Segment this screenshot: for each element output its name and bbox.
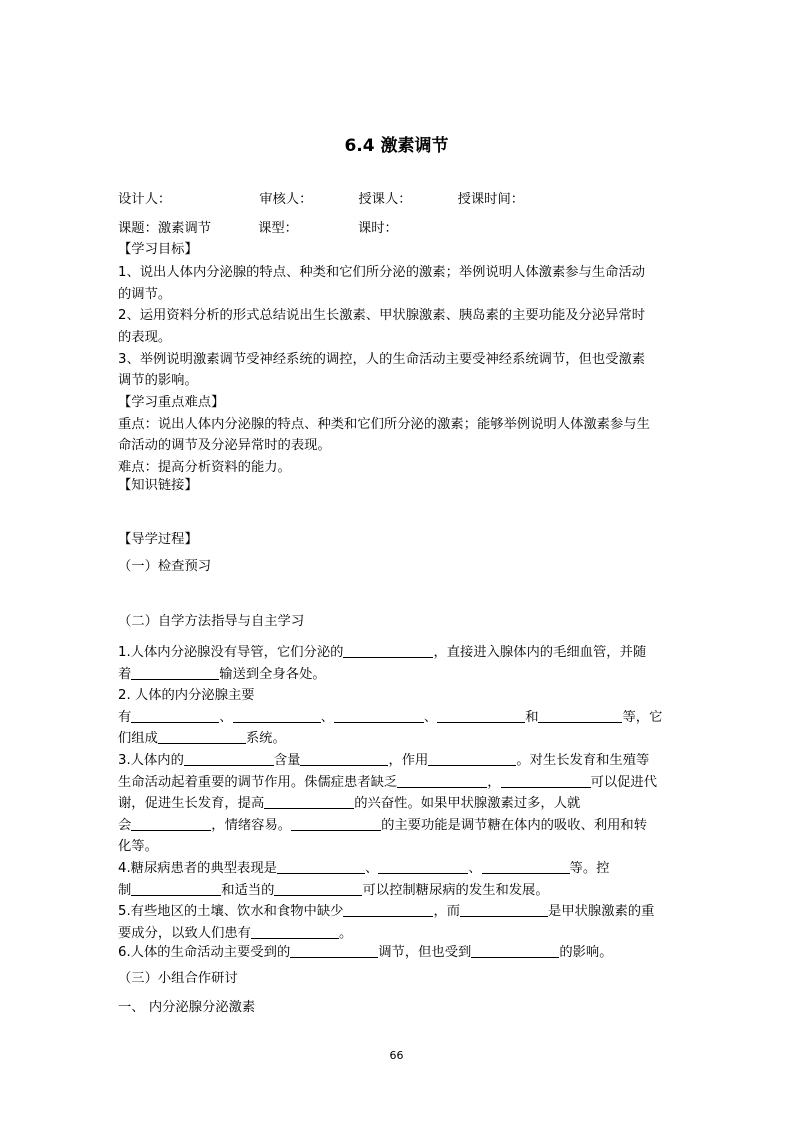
meta-row-1 — [118, 190, 678, 210]
goal-1-line-1: 1、说出人体内分泌腺的特点、种类和它们所分泌的激素；举例说明人体激素参与生命活动 — [118, 265, 646, 280]
answer-blank[interactable] — [397, 773, 487, 788]
teach-time-label: 授课时间： — [457, 192, 525, 207]
topic-label: 课题：激素调节 — [118, 221, 212, 236]
answer-blank[interactable] — [428, 751, 516, 766]
key-point-line-2: 命活动的调节及分泌异常时的表现。 — [118, 438, 331, 453]
answer-blank[interactable] — [482, 859, 570, 874]
answer-blank[interactable] — [290, 943, 378, 958]
answer-blank[interactable] — [460, 902, 548, 917]
question-3-line-2: 生命活动起着重要的调节作用。侏儒症患者缺乏 ， 可以促进代 — [118, 775, 658, 790]
answer-blank[interactable] — [538, 708, 622, 723]
process-header: 【导学过程】 — [118, 532, 198, 547]
answer-blank[interactable] — [251, 924, 339, 939]
answer-blank[interactable] — [274, 881, 362, 896]
question-6-line-1: 6.人体的生命活动主要受到的 调节，但也受到 的影响。 — [118, 945, 613, 960]
link-header: 【知识链接】 — [118, 478, 198, 493]
reviewer-label: 审核人： — [259, 192, 313, 207]
answer-blank[interactable] — [471, 943, 559, 958]
key-point-line-1: 重点：说出人体内分泌腺的特点、种类和它们所分泌的激素；能够举例说明人体激素参与生 — [118, 417, 650, 432]
goal-2-line-2: 的表现。 — [118, 330, 172, 345]
answer-blank[interactable] — [334, 708, 424, 723]
teacher-label: 授课人： — [358, 192, 412, 207]
answer-blank[interactable] — [233, 708, 321, 723]
goal-3-line-2: 调节的影响。 — [118, 373, 198, 388]
answer-blank[interactable] — [501, 773, 591, 788]
answer-blank[interactable] — [343, 643, 433, 658]
answer-blank[interactable] — [131, 665, 219, 680]
question-3-line-5: 化等。 — [118, 839, 158, 854]
answer-blank[interactable] — [378, 859, 468, 874]
step-1-heading: （一）检查预习 — [118, 559, 212, 574]
step-3-heading: （三）小组合作研讨 — [118, 971, 238, 986]
answer-blank[interactable] — [300, 751, 388, 766]
question-2-line-1: 2. 人体的内分泌腺主要 — [118, 688, 255, 703]
answer-blank[interactable] — [277, 859, 365, 874]
period-label: 课时： — [357, 221, 398, 236]
goals-header: 【学习目标】 — [118, 242, 198, 257]
answer-blank[interactable] — [131, 708, 219, 723]
item-one-heading: 一、 内分泌腺分泌激素 — [118, 1000, 256, 1015]
question-1-line-2: 着 输送到全身各处。 — [118, 667, 326, 682]
answer-blank[interactable] — [437, 708, 525, 723]
answer-blank[interactable] — [184, 751, 274, 766]
key-header: 【学习重点难点】 — [118, 395, 225, 410]
page-title: 6.4 激素调节 — [344, 136, 449, 156]
question-2-line-3: 们组成 系统。 — [118, 731, 286, 746]
question-4-line-1: 4.糖尿病患者的典型表现是 、 、 等。控 — [118, 861, 610, 876]
goal-2-line-1: 2、运用资料分析的形式总结说出生长激素、甲状腺激素、胰岛素的主要功能及分泌异常时 — [118, 308, 646, 323]
designer-label: 设计人： — [118, 192, 172, 207]
question-3-line-1: 3.人体内的 含量 ，作用 。对生长发育和生殖等 — [118, 753, 650, 768]
question-3-line-3: 谢，促进生长发育，提高 的兴奋性。如果甲状腺激素过多，人就 — [118, 796, 581, 811]
question-5-line-2: 要成分，以致人们患有 。 — [118, 926, 353, 941]
meta-row-2 — [118, 219, 678, 239]
answer-blank[interactable] — [264, 794, 354, 809]
page-number: 66 — [389, 1049, 404, 1062]
goal-3-line-1: 3、举例说明激素调节受神经系统的调控，人的生命活动主要受神经系统调节，但也受激素 — [118, 352, 646, 367]
answer-blank[interactable] — [158, 729, 246, 744]
question-3-line-4: 会 ，情绪容易。 的主要功能是调节糖在体内的吸收、利用和转 — [118, 818, 648, 833]
goal-1-line-2: 的调节。 — [118, 287, 172, 302]
question-4-line-2: 制 和适当的 可以控制糖尿病的发生和发展。 — [118, 883, 549, 898]
question-2-line-2: 有 、 、 、 和 等，它 — [118, 710, 663, 725]
difficulty-line: 难点：提高分析资料的能力。 — [118, 460, 291, 475]
question-1-line-1: 1.人体内分泌腺没有导管，它们分泌的 ，直接进入腺体内的毛细血管，并随 — [118, 645, 647, 660]
answer-blank[interactable] — [343, 902, 433, 917]
question-5-line-1: 5.有些地区的土壤、饮水和食物中缺少 ，而 是甲状腺激素的重 — [118, 904, 655, 919]
step-2-heading: （二）自学方法指导与自主学习 — [118, 614, 305, 629]
answer-blank[interactable] — [291, 816, 381, 831]
answer-blank[interactable] — [131, 816, 211, 831]
type-label: 课型： — [258, 221, 298, 236]
answer-blank[interactable] — [131, 881, 221, 896]
